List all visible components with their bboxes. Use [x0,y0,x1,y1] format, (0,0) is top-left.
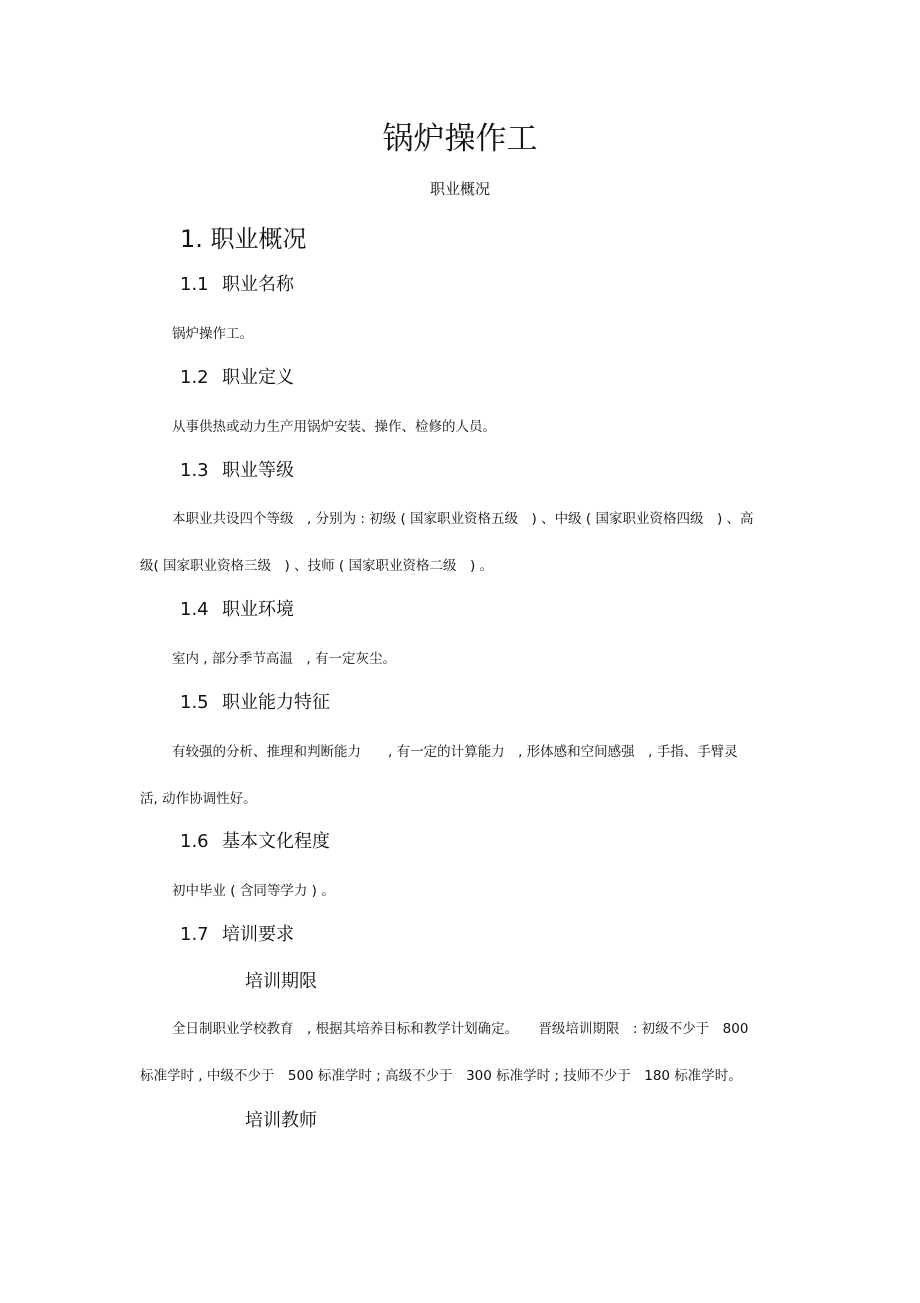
subsection-heading-training-period: 培训期限 [245,971,317,992]
paragraph-line: 从事供热或动力生产用锅炉安装、操作、检修的人员。 [172,419,496,435]
section-title: 职业等级 [222,460,294,481]
section-body-1-5 [140,742,782,809]
section-title: 职业名称 [222,274,294,295]
section-heading-1-6 [180,829,330,855]
section-heading-1-5 [180,690,330,716]
section-heading-1-3 [180,458,294,484]
paragraph-line: 锅炉操作工。 [172,326,253,342]
chapter-heading: 1. 职业概况 [180,225,307,253]
section-number: 1.1 [180,274,209,295]
paragraph-line: 初中毕业 ( 含同等学力 ) 。 [172,883,335,899]
section-title: 职业定义 [222,367,294,388]
paragraph-line: 标准学时 , 中级不少于 500 标准学时 ; 高级不少于 300 标准学时 ; 技师不少于 180 标准学时。 [140,1068,742,1084]
paragraph-line: 全日制职业学校教育 , 根据其培养目标和教学计划确定。 晋级培训期限 : 初级不少于 800 [172,1021,749,1037]
section-body-1-3 [140,509,782,576]
paragraph-line: 级( 国家职业资格三级 ) 、技师 ( 国家职业资格二级 ) 。 [140,558,494,574]
section-number: 1.2 [180,367,209,388]
section-number: 1.7 [180,924,209,945]
document-subtitle: 职业概况 [429,180,490,198]
document-title: 锅炉操作工 [382,121,538,157]
section-body-1-1 [140,324,782,344]
paragraph-line: 活, 动作协调性好。 [140,791,257,807]
section-body-1-4 [140,649,782,669]
section-heading-1-7 [180,922,294,948]
paragraph-line: 有较强的分析、推理和判断能力 , 有一定的计算能力 , 形体感和空间感强 , 手指、手臂灵 [172,744,738,760]
section-number: 1.4 [180,599,209,620]
section-title: 基本文化程度 [222,831,330,852]
section-title: 职业能力特征 [222,692,330,713]
section-number: 1.3 [180,460,209,481]
section-number: 1.6 [180,831,209,852]
section-body-1-2 [140,417,782,437]
paragraph-line: 本职业共设四个等级 , 分别为 : 初级 ( 国家职业资格五级 ) 、中级 ( 国家职业资格四级 ) 、高 [172,511,754,527]
section-title: 培训要求 [222,924,294,945]
section-number: 1.5 [180,692,209,713]
section-body-1-6 [140,881,782,901]
section-heading-1-4 [180,597,294,623]
section-title: 职业环境 [222,599,294,620]
section-heading-1-2 [180,365,294,391]
paragraph-line: 室内 , 部分季节高温 , 有一定灰尘。 [172,651,396,667]
subsection-heading-training-teachers: 培训教师 [245,1110,317,1131]
subsection-body-training-period [140,1019,782,1086]
section-heading-1-1 [180,272,294,298]
